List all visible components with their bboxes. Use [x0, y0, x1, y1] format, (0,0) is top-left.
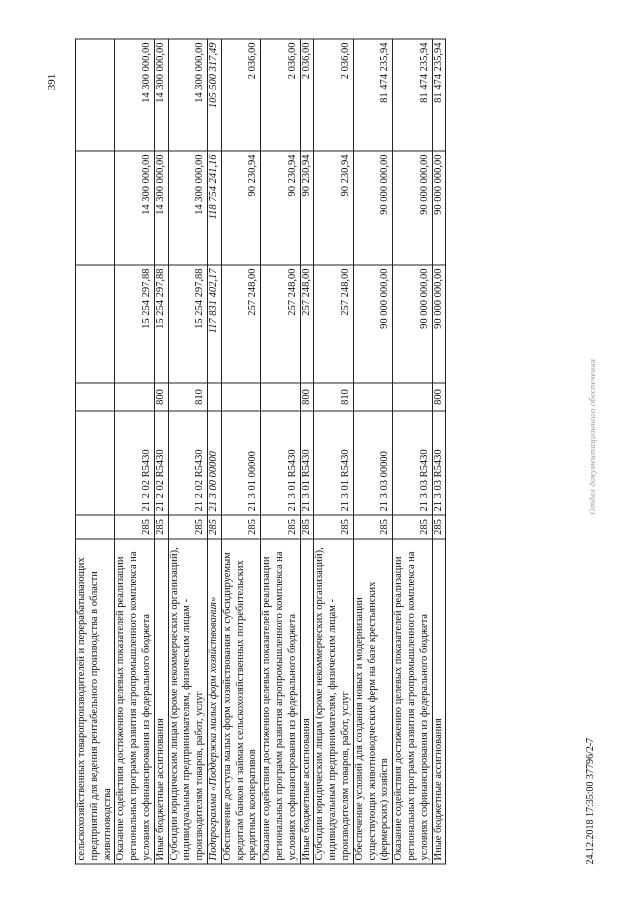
code-expense-type: 800 — [300, 383, 314, 411]
table-row — [207, 39, 221, 864]
code-admin: 285 — [168, 515, 207, 539]
row-name: Обеспечение доступа малых форм хозяйствования к субсидируемым кредитам банков и займам сельскохозяйственных потребительских кредитных кооперативов — [221, 539, 260, 864]
row-name: Оказание содействия достижению целевых показателей реализации региональных программ развития агропромышленного комплекса на условиях софинансирования из федерального бюджета — [393, 539, 432, 864]
code-admin: 285 — [154, 515, 168, 539]
amount-year-3: 2 036,00 — [300, 39, 314, 151]
code-target-article: 21 3 00 00000 — [207, 411, 221, 515]
code-expense-type: 810 — [314, 383, 353, 411]
table-row — [168, 39, 207, 864]
code-admin: 285 — [115, 515, 154, 539]
amount-year-3 — [76, 39, 115, 151]
code-target-article: 21 2 02 R5430 — [115, 411, 154, 515]
code-expense-type — [261, 383, 300, 411]
code-target-article: 21 3 03 R5430 — [393, 411, 432, 515]
amount-year-1: 257 248,00 — [221, 265, 260, 383]
page-number: 391 — [46, 73, 58, 91]
code-target-article: 21 3 03 R5430 — [432, 411, 446, 515]
table-row — [300, 39, 314, 864]
row-name: Субсидии юридическим лицам (кроме некоммерческих организаций), индивидуальным предпринимателям, физическим лицам - производителям товаров, работ, услуг — [168, 539, 207, 864]
table-row — [393, 39, 432, 864]
code-admin: 285 — [432, 515, 446, 539]
amount-year-1: 90 000 000,00 — [432, 265, 446, 383]
amount-year-1: 15 254 297,88 — [115, 265, 154, 383]
amount-year-3: 105 500 317,49 — [207, 39, 221, 151]
code-expense-type — [115, 383, 154, 411]
amount-year-1: 117 831 402,17 — [207, 265, 221, 383]
code-target-article: 21 3 01 R5430 — [261, 411, 300, 515]
row-name: Субсидии юридическим лицам (кроме некоммерческих организаций), индивидуальным предпринимателям, физическим лицам - производителям товаров, работ, услуг — [314, 539, 353, 864]
footer-timestamp: 24.12.2018 17:35:00 37796/2-7 — [585, 737, 596, 865]
row-name: Оказание содействия достижению целевых показателей реализации региональных программ развития агропромышленного комплекса на условиях софинансирования из федерального бюджета — [261, 539, 300, 864]
code-admin: 285 — [314, 515, 353, 539]
row-name: Обеспечение условий для создания новых и модернизации существующих животноводческих ферм на базе крестьянских (фермерских) хозяйств — [353, 539, 392, 864]
amount-year-3: 2 036,00 — [314, 39, 353, 151]
code-admin — [76, 515, 115, 539]
amount-year-3: 14 300 000,00 — [154, 39, 168, 151]
code-expense-type — [221, 383, 260, 411]
table-row — [353, 39, 392, 864]
row-name: Подпрограмма «Поддержка малых форм хозяйствования» — [207, 539, 221, 864]
amount-year-2: 118 754 241,16 — [207, 151, 221, 265]
code-admin: 285 — [221, 515, 260, 539]
budget-table — [75, 39, 446, 865]
amount-year-3: 81 474 235,94 — [353, 39, 392, 151]
code-expense-type — [76, 383, 115, 411]
watermark-stamp: Отдел документационного обеспечения — [587, 358, 597, 515]
code-admin: 285 — [207, 515, 221, 539]
table-row — [154, 39, 168, 864]
amount-year-2: 14 300 000,00 — [115, 151, 154, 265]
code-expense-type — [393, 383, 432, 411]
amount-year-1: 90 000 000,00 — [353, 265, 392, 383]
code-target-article: 21 3 01 00000 — [221, 411, 260, 515]
code-admin: 285 — [353, 515, 392, 539]
table-row — [221, 39, 260, 864]
code-target-article: 21 2 02 R5430 — [154, 411, 168, 515]
row-name: Иные бюджетные ассигнования — [432, 539, 446, 864]
code-expense-type: 800 — [432, 383, 446, 411]
amount-year-1: 257 248,00 — [314, 265, 353, 383]
amount-year-1: 15 254 297,88 — [154, 265, 168, 383]
amount-year-3: 81 474 235,94 — [393, 39, 432, 151]
amount-year-3: 2 036,00 — [221, 39, 260, 151]
row-name: Иные бюджетные ассигнования — [300, 539, 314, 864]
code-expense-type — [207, 383, 221, 411]
code-target-article — [76, 411, 115, 515]
amount-year-3: 2 036,00 — [261, 39, 300, 151]
code-expense-type: 800 — [154, 383, 168, 411]
amount-year-2: 90 230,94 — [314, 151, 353, 265]
budget-table-body — [76, 39, 446, 864]
row-name: Оказание содействия достижению целевых показателей реализации региональных программ развития агропромышленного комплекса на условиях софинансирования из федерального бюджета — [115, 539, 154, 864]
table-row — [432, 39, 446, 864]
amount-year-2: 90 230,94 — [300, 151, 314, 265]
amount-year-2: 90 000 000,00 — [353, 151, 392, 265]
amount-year-1: 257 248,00 — [300, 265, 314, 383]
code-target-article: 21 2 02 R5430 — [168, 411, 207, 515]
amount-year-1: 257 248,00 — [261, 265, 300, 383]
amount-year-2: 90 000 000,00 — [432, 151, 446, 265]
amount-year-3: 14 300 000,00 — [168, 39, 207, 151]
amount-year-3: 14 300 000,00 — [115, 39, 154, 151]
table-row — [314, 39, 353, 864]
amount-year-2: 90 230,94 — [261, 151, 300, 265]
row-name: Иные бюджетные ассигнования — [154, 539, 168, 864]
amount-year-2: 14 300 000,00 — [168, 151, 207, 265]
code-admin: 285 — [261, 515, 300, 539]
amount-year-2: 14 300 000,00 — [154, 151, 168, 265]
code-target-article: 21 3 01 R5430 — [300, 411, 314, 515]
row-name: сельскохозяйственных товаропроизводителей и перерабатывающих предприятий для ведения рентабельного производства в области животноводства — [76, 539, 115, 864]
table-row — [115, 39, 154, 864]
table-row — [261, 39, 300, 864]
code-target-article: 21 3 03 00000 — [353, 411, 392, 515]
code-admin: 285 — [300, 515, 314, 539]
amount-year-2 — [76, 151, 115, 265]
code-admin: 285 — [393, 515, 432, 539]
amount-year-1 — [76, 265, 115, 383]
rotated-page — [75, 40, 597, 865]
code-target-article: 21 3 01 R5430 — [314, 411, 353, 515]
table-row — [76, 39, 115, 864]
amount-year-1: 90 000 000,00 — [393, 265, 432, 383]
amount-year-1: 15 254 297,88 — [168, 265, 207, 383]
code-expense-type — [353, 383, 392, 411]
amount-year-2: 90 230,94 — [221, 151, 260, 265]
amount-year-2: 90 000 000,00 — [393, 151, 432, 265]
code-expense-type: 810 — [168, 383, 207, 411]
amount-year-3: 81 474 235,94 — [432, 39, 446, 151]
